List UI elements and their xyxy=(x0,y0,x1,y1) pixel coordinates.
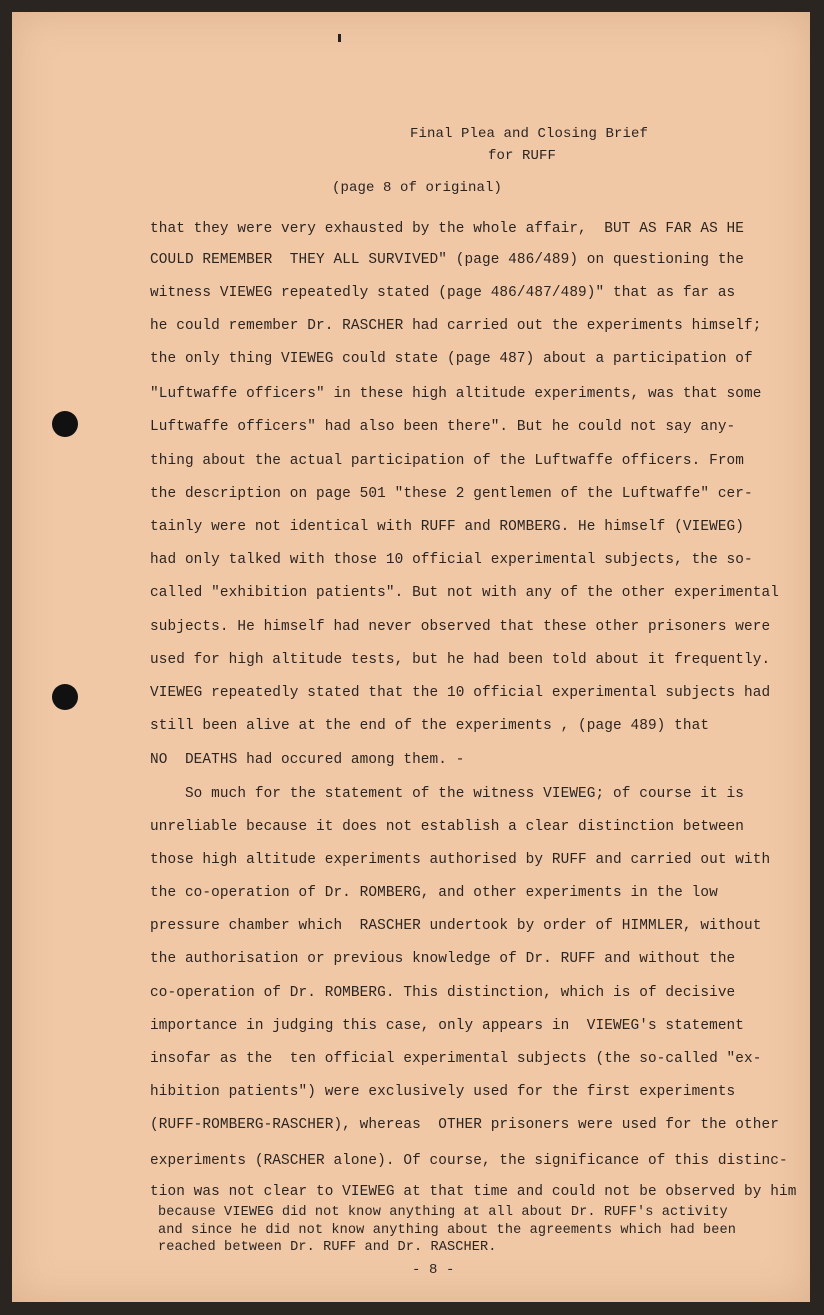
body-line: experiments (RASCHER alone). Of course, the significance of this distinc- xyxy=(150,1153,788,1169)
body-line: insofar as the ten official experimental subjects (the so-called "ex- xyxy=(150,1051,762,1067)
body-line: that they were very exhausted by the whole affair, BUT AS FAR AS HE xyxy=(150,221,745,237)
body-line: the only thing VIEWEG could state (page 487) about a participation of xyxy=(150,351,753,367)
body-line: pressure chamber which RASCHER undertook by order of HIMMLER, without xyxy=(150,918,762,934)
body-line: the description on page 501 "these 2 gentlemen of the Luftwaffe" cer- xyxy=(150,486,753,502)
body-line: importance in judging this case, only appears in VIEWEG's statement xyxy=(150,1018,745,1034)
body-line: So much for the statement of the witness VIEWEG; of course it is xyxy=(150,786,745,802)
body-line: he could remember Dr. RASCHER had carried out the experiments himself; xyxy=(150,318,762,334)
body-line: hibition patients") were exclusively used for the first experiments xyxy=(150,1084,736,1100)
document-title: Final Plea and Closing Brief xyxy=(410,126,649,142)
body-line: tion was not clear to VIEWEG at that time and could not be observed by him xyxy=(150,1184,797,1200)
body-line: thing about the actual participation of the Luftwaffe officers. From xyxy=(150,453,745,469)
body-line: because VIEWEG did not know anything at all about Dr. RUFF's activity xyxy=(158,1205,728,1220)
body-line: called "exhibition patients". But not with any of the other experimental xyxy=(150,585,779,601)
body-line: the authorisation or previous knowledge of Dr. RUFF and without the xyxy=(150,951,736,967)
body-line: had only talked with those 10 official experimental subjects, the so- xyxy=(150,552,753,568)
body-line: Luftwaffe officers" had also been there". But he could not say any- xyxy=(150,419,736,435)
body-line: those high altitude experiments authorised by RUFF and carried out with xyxy=(150,852,771,868)
body-line: witness VIEWEG repeatedly stated (page 486/487/489)" that as far as xyxy=(150,285,736,301)
punch-hole xyxy=(52,684,78,710)
body-line: (RUFF-ROMBERG-RASCHER), whereas OTHER prisoners were used for the other xyxy=(150,1117,779,1133)
body-line: unreliable because it does not establish a clear distinction between xyxy=(150,819,745,835)
body-line: and since he did not know anything about the agreements which had been xyxy=(158,1223,737,1238)
body-line: COULD REMEMBER THEY ALL SURVIVED" (page 486/489) on questioning the xyxy=(150,252,745,268)
body-line: the co-operation of Dr. ROMBERG, and other experiments in the low xyxy=(150,885,718,901)
body-line: used for high altitude tests, but he had been told about it frequently. xyxy=(150,652,771,668)
body-line: subjects. He himself had never observed that these other prisoners were xyxy=(150,619,771,635)
document-subtitle: for RUFF xyxy=(488,148,557,164)
body-line: NO DEATHS had occured among them. - xyxy=(150,752,465,768)
body-line: still been alive at the end of the experiments , (page 489) that xyxy=(150,718,710,734)
page-number: - 8 - xyxy=(412,1262,455,1278)
ink-mark xyxy=(338,34,341,42)
page-reference: (page 8 of original) xyxy=(332,180,503,196)
punch-hole xyxy=(52,411,78,437)
body-line: co-operation of Dr. ROMBERG. This distinction, which is of decisive xyxy=(150,985,736,1001)
body-line: "Luftwaffe officers" in these high altitude experiments, was that some xyxy=(150,386,762,402)
body-line: VIEWEG repeatedly stated that the 10 official experimental subjects had xyxy=(150,685,771,701)
body-line: tainly were not identical with RUFF and ROMBERG. He himself (VIEWEG) xyxy=(150,519,745,535)
body-line: reached between Dr. RUFF and Dr. RASCHER. xyxy=(158,1240,497,1255)
